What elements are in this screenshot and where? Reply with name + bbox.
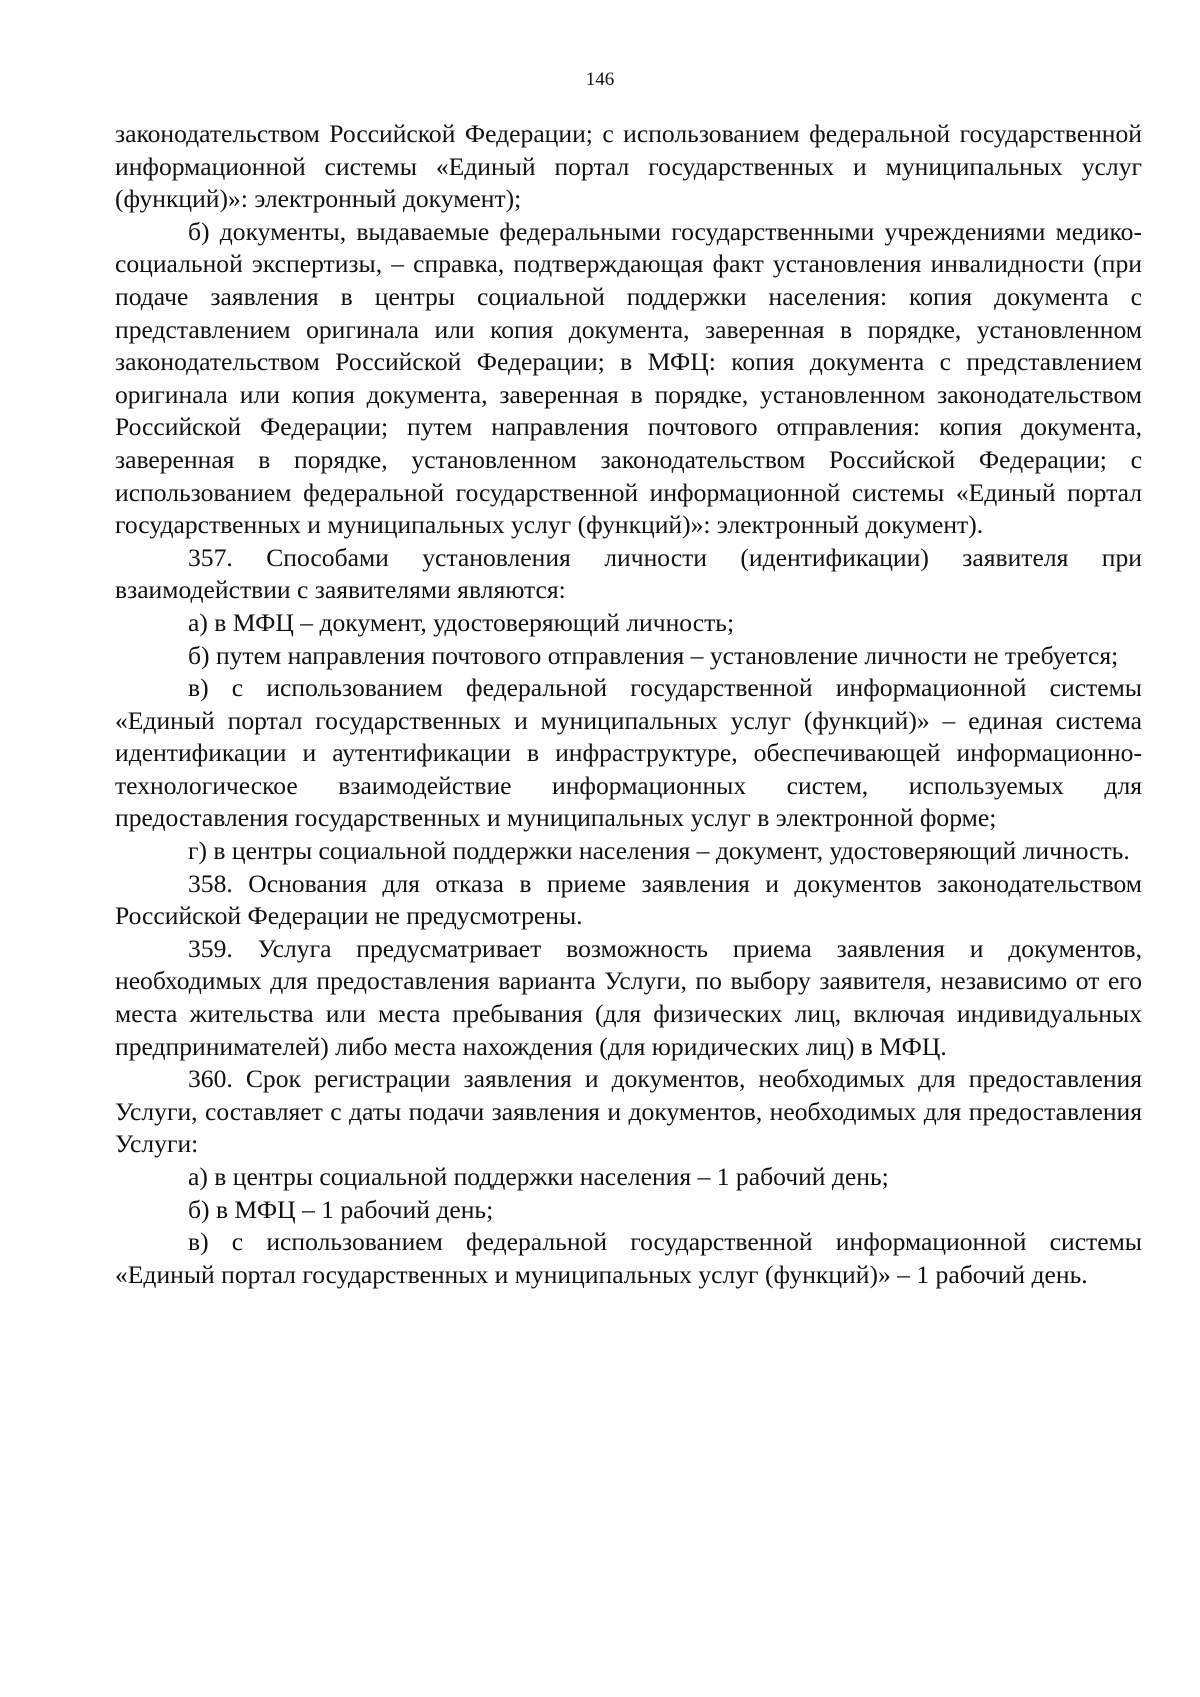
document-body bbox=[115, 118, 1142, 1291]
page-number: 146 bbox=[585, 69, 615, 90]
paragraph-357-b: б) путем направления почтового отправления – установление личности не требуется; bbox=[188, 640, 1119, 670]
paragraph-357-v: в) с использованием федеральной государственной информационной системы «Единый портал государственных и муниципальных услуг (функций)» – единая система идентификации и аутентификации в инфраструктуре, обеспечивающей информационно-технологическое взаимодействие информационных систем, используемых для предоставления государственных и муниципальных услуг в электронной форме; bbox=[115, 673, 1142, 833]
paragraph-358: 358. Основания для отказа в приеме заявления и документов законодательством Российской Федерации не предусмотрены. bbox=[115, 868, 1142, 931]
paragraph-357-a: а) в МФЦ – документ, удостоверяющий личность; bbox=[188, 607, 735, 637]
paragraph-360-v: в) с использованием федеральной государственной информационной системы «Единый портал государственных и муниципальных услуг (функций)» – 1 рабочий день. bbox=[115, 1227, 1142, 1289]
paragraph-357: 357. Способами установления личности (идентификации) заявителя при взаимодействии с заявителями являются: bbox=[115, 542, 1142, 605]
paragraph-360-b: б) в МФЦ – 1 рабочий день; bbox=[188, 1194, 494, 1224]
paragraph-continuation: законодательством Российской Федерации; с использованием федеральной государственной информационной системы «Единый портал государственных и муниципальных услуг (функций)»: электронный документ); bbox=[115, 119, 1142, 214]
paragraph-357-g: г) в центры социальной поддержки населения – документ, удостоверяющий личность. bbox=[188, 836, 1130, 866]
paragraph-360: 360. Срок регистрации заявления и документов, необходимых для предоставления Услуги, составляет с даты подачи заявления и документов, необходимых для предоставления Услуги: bbox=[115, 1064, 1142, 1159]
paragraph-item-b-documents: б) документы, выдаваемые федеральными государственными учреждениями медико-социальной экспертизы, – справка, подтверждающая факт установления инвалидности (при подаче заявления в центры социальной поддержки населения: копия документа с представлением оригинала или копия документа, заверенная в порядке, установленном законодательством Российской Федерации; в МФЦ: копия документа с представлением оригинала или копия документа, заверенная в порядке, установленном законодательством Российской Федерации; путем направления почтового отправления: копия документа, заверенная в порядке, установленном законодательством Российской Федерации; с использованием федеральной государственной информационной системы «Единый портал государственных и муниципальных услуг (функций)»: электронный документ). bbox=[115, 216, 1142, 540]
paragraph-360-a: а) в центры социальной поддержки населения – 1 рабочий день; bbox=[188, 1162, 889, 1191]
paragraph-359: 359. Услуга предусматривает возможность приема заявления и документов, необходимых для предоставления варианта Услуги, по выбору заявителя, независимо от его места жительства или места пребывания (для физических лиц, включая индивидуальных предпринимателей) либо места нахождения (для юридических лиц) в МФЦ. bbox=[115, 933, 1142, 1061]
